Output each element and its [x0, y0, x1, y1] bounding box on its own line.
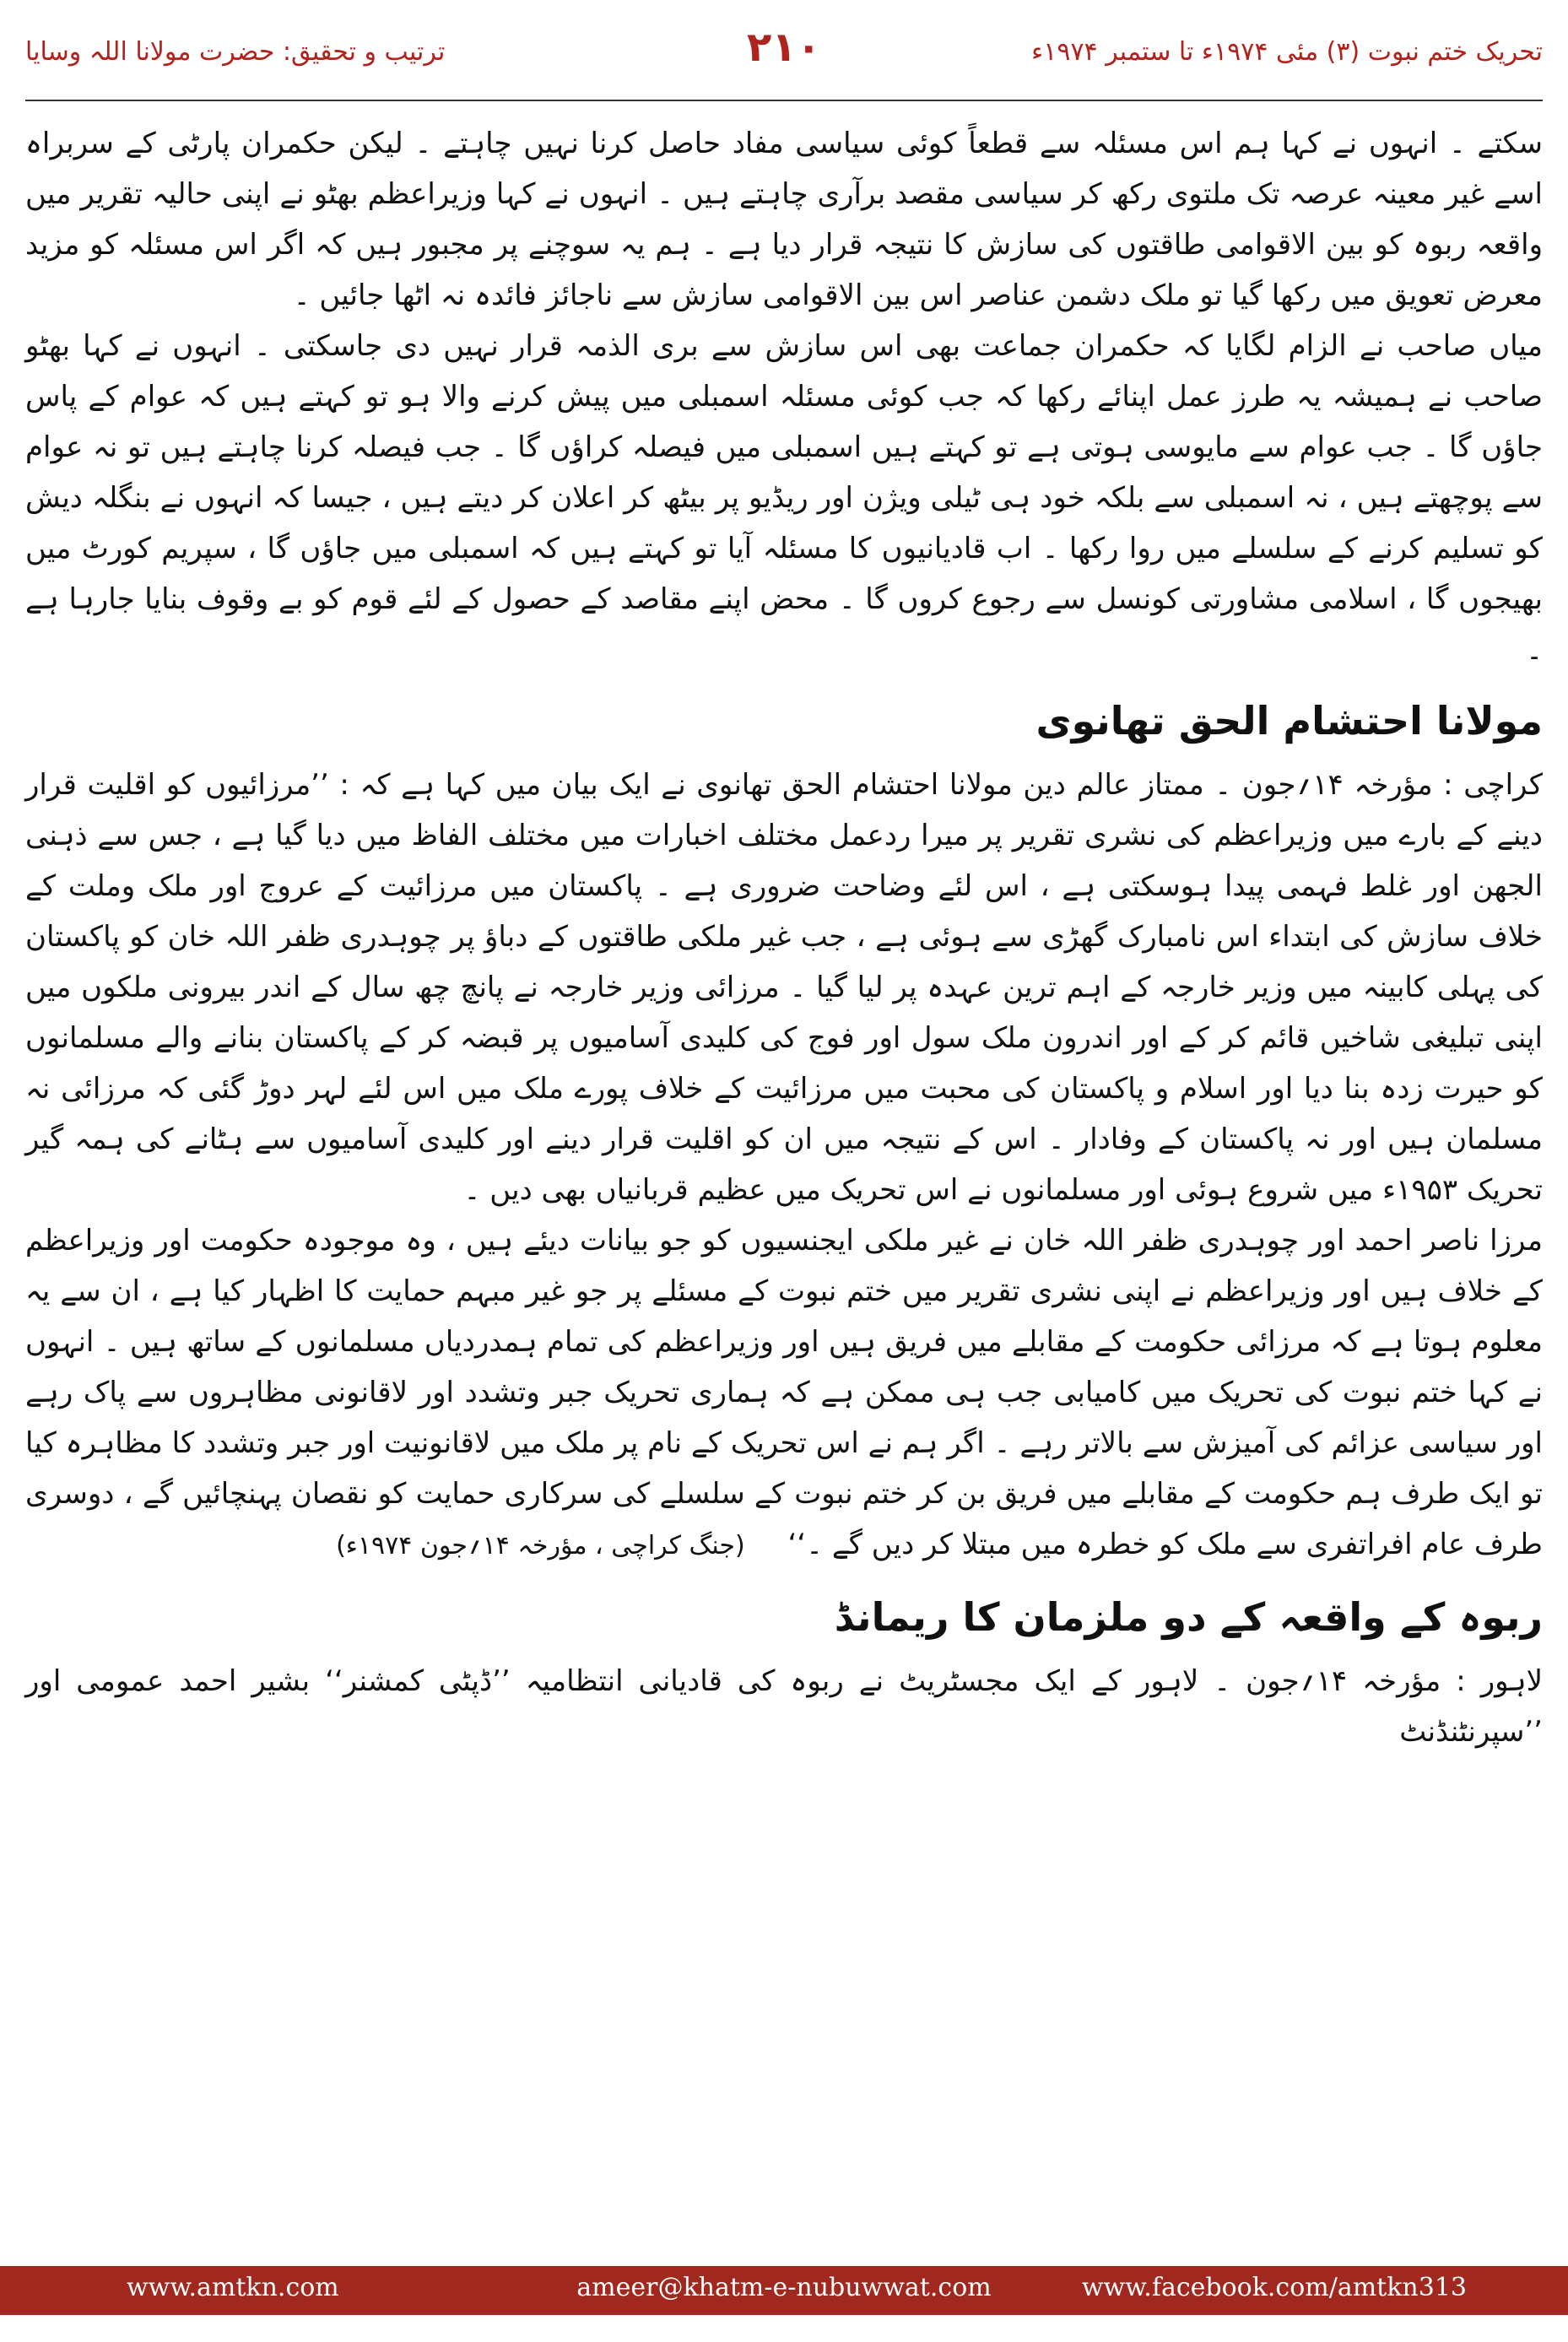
paragraph-4 — [25, 1215, 1543, 1571]
section-heading-remand: ربوہ کے واقعہ کے دو ملزمان کا ریمانڈ — [834, 1594, 1543, 1640]
paragraph-4-text: مرزا ناصر احمد اور چوہدری ظفر اللہ خان نے غیر ملکی ایجنسیوں کو جو بیانات دیئے ہیں ، وہ موجودہ حکومت اور وزیراعظم کے خلاف ہیں اور وزیراعظم نے اپنی نشری تقریر میں ختم نبوت کے مسئلے پر جو غیر مبہم حمایت کا اظہار کیا ہے ، ان سے یہ معلوم ہوتا ہے کہ مرزائی حکومت کے مقابلے میں فریق ہیں اور وزیراعظم کی تمام ہمدردیاں مسلمانوں کے ساتھ ہیں ۔ انہوں نے کہا ختم نبوت کی تحریک میں کامیابی جب ہی ممکن ہے کہ ہماری تحریک جبر وتشدد اور لاقانونی مظاہروں سے پاک رہے اور سیاسی عزائم کی آمیزش سے بالاتر رہے ۔ اگر ہم نے اس تحریک کے نام پر ملک میں لاقانونیت اور جبر وتشدد کا مظاہرہ کیا تو ایک طرف ہم حکومت کے مقابلے میں فریق بن کر ختم نبوت کے سلسلے کی سرکاری حمایت کو نقصان پہنچائیں گے ، دوسری طرف عام افراتفری سے ملک کو خطرہ میں مبتلا کر دیں گے ۔‘‘ — [25, 1224, 1543, 1561]
paragraph-3: کراچی : مؤرخہ ۱۴؍جون ۔ ممتاز عالم دین مولانا احتشام الحق تھانوی نے ایک بیان میں کہا ہے کہ : ’’مرزائیوں کو اقلیت قرار دینے کے بارے میں وزیراعظم کی نشری تقریر پر میرا ردعمل مختلف اخبارات میں مختلف الفاظ میں دیا گیا ہے ، جس سے ذہنی الجھن اور غلط فہمی پیدا ہوسکتی ہے ، اس لئے وضاحت ضروری ہے ۔ پاکستان میں مرزائیت کے عروج اور ملک وملت کے خلاف سازش کی ابتداء اس نامبارک گھڑی سے ہوئی ہے ، جب غیر ملکی طاقتوں کے دباؤ پر چوہدری ظفر اللہ خان کو پاکستان کی پہلی کابینہ میں وزیر خارجہ کے اہم ترین عہدہ پر لیا گیا ۔ مرزائی وزیر خارجہ نے پانچ چھ سال کے اندر بیرونی ملکوں میں اپنی تبلیغی شاخیں قائم کر کے اور اندرون ملک سول اور فوج کی کلیدی آسامیوں پر قبضہ کر کے پاکستان بنانے والے مسلمانوں کو حیرت زدہ بنا دیا اور اسلام و پاکستان کی محبت میں مرزائیت کے خلاف پورے ملک میں اس لئے لہر دوڑ گئی کہ مرزائی نہ مسلمان ہیں اور نہ پاکستان کے وفادار ۔ اس کے نتیجہ میں ان کو اقلیت قرار دینے اور کلیدی آسامیوں سے ہٹانے کی ہمہ گیر تحریک ۱۹۵۳ء میں شروع ہوئی اور مسلمانوں نے اس تحریک میں عظیم قربانیاں بھی دیں ۔ — [25, 768, 1544, 1207]
paragraph-1: سکتے ۔ انہوں نے کہا ہم اس مسئلہ سے قطعاً کوئی سیاسی مفاد حاصل کرنا نہیں چاہتے ۔ لیکن حکمران پارٹی کے سربراہ اسے غیر معینہ عرصہ تک ملتوی رکھ کر سیاسی مقصد برآری چاہتے ہیں ۔ انہوں نے کہا وزیراعظم بھٹو نے اپنی حالیہ تقریر میں واقعہ ربوہ کو بین الاقوامی طاقتوں کی سازش کا نتیجہ قرار دیا ہے ۔ ہم یہ سوچنے پر مجبور ہیں کہ اگر اس مسئلہ کو مزید معرض تعویق میں رکھا گیا تو ملک دشمن عناصر اس بین الاقوامی سازش سے ناجائز فائدہ نہ اٹھا جائیں ۔ — [25, 127, 1543, 312]
source-citation: (جنگ کراچی ، مؤرخہ ۱۴؍جون ۱۹۷۴ء) — [336, 1531, 745, 1560]
facebook-link[interactable]: www.facebook.com/amtkn313 — [1081, 2273, 1467, 2302]
compiler-credit: ترتیب و تحقیق: حضرت مولانا اللہ وسایا — [25, 37, 446, 67]
page-header — [25, 22, 1543, 98]
article-body — [25, 118, 1543, 2228]
paragraph-5: لاہور : مؤرخہ ۱۴؍جون ۔ لاہور کے ایک مجسٹریٹ نے ربوہ کی قادیانی انتظامیہ ’’ڈپٹی کمشنر‘‘ بشیر احمد عمومی اور ’’سپرنٹنڈنٹ — [25, 1664, 1544, 1749]
section-heading-thanvi: مولانا احتشام الحق تھانوی — [1035, 698, 1543, 744]
header-divider — [25, 100, 1543, 101]
paragraph-2: میاں صاحب نے الزام لگایا کہ حکمران جماعت بھی اس سازش سے بری الذمہ قرار نہیں دی جاسکتی ۔ انہوں نے کہا بھٹو صاحب نے ہمیشہ یہ طرز عمل اپنائے رکھا کہ جب کوئی مسئلہ اسمبلی میں پیش کرنے والا ہو تو کہتے ہیں کہ عوام کے پاس جاؤں گا ۔ جب عوام سے مایوسی ہوتی ہے تو کہتے ہیں اسمبلی میں فیصلہ کراؤں گا ۔ جب فیصلہ کرنا چاہتے ہیں تو نہ عوام سے پوچھتے ہیں ، نہ اسمبلی سے بلکہ خود ہی ٹیلی ویژن اور ریڈیو پر بیٹھ کر اعلان کر دیتے ہیں ، جیسا کہ انہوں نے بنگلہ دیش کو تسلیم کرنے کے سلسلے میں روا رکھا ۔ اب قادیانیوں کا مسئلہ آیا تو کہتے ہیں کہ اسمبلی میں جاؤں گا ، سپریم کورٹ میں بھیجوں گا ، اسلامی مشاورتی کونسل سے رجوع کروں گا ۔ محض اپنے مقاصد کے حصول کے لئے قوم کو بے وقوف بنایا جارہا ہے ۔ — [25, 329, 1543, 667]
page-number: ۲۱۰ — [747, 24, 821, 71]
book-title: تحریک ختم نبوت (۳) مئی ۱۹۷۴ء تا ستمبر ۱۹۷۴ء — [1031, 37, 1543, 67]
page-footer — [0, 2266, 1568, 2315]
website-link[interactable]: www.amtkn.com — [127, 2273, 339, 2302]
email-link[interactable]: ameer@khatm-e-nubuwwat.com — [576, 2273, 992, 2302]
